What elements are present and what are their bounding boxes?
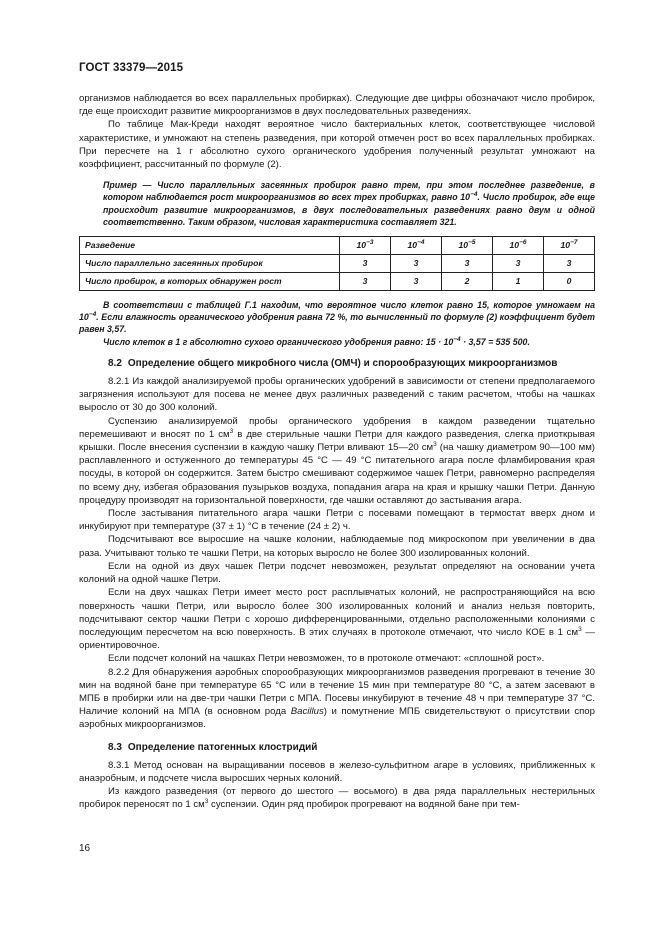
paragraph: организмов наблюдается во всех параллельных пробирках). Следующие две цифры обозначают число пробирок, где еще происходит развитие микроорганизмов в двух последовательных разведениях. <box>79 93 595 118</box>
table-row <box>80 273 595 291</box>
section-number: 8.2 <box>108 357 122 369</box>
exponent: −4 <box>470 191 478 199</box>
paragraph: По таблице Мак-Креди находят вероятное число бактериальных клеток, соответствующее числовой характеристике, и умножают на степень разведения, при которой отмечен рост во всех параллельных пробирках. При пересчете на 1 г абсолютно сухого органического удобрения полученный результат умножают на коэффициент, рассчитанный по формуле (2). <box>79 119 595 171</box>
section-heading <box>108 357 595 370</box>
table-row <box>80 255 595 273</box>
example-note: Число клеток в 1 г абсолютно сухого органического удобрения равно: $15 \cdot 10^{-4} \cdot 3,57 = 535$ 500. <box>103 335 530 347</box>
table-cell: 2 <box>442 273 493 291</box>
example-text: . Число пробирок, где еще происходит развитие микроорганизмов, в двух последовательных разведениях равно двум и одной соответственно. Таким образом, числовая характеристика составляет 321. <box>103 192 595 227</box>
section-heading <box>108 741 595 754</box>
paragraph: Суспензию анализируемой пробы органического удобрения в каждом разведении тщательно перемешивают и вносят по 1 $см^3$ в две стерильные чашки Петри для каждого разведения, слегка приоткрывая крышки. После внесения суспензии в каждую чашку Петри вливают 15—20 $см^3$ (на чашку диаметром 90—100 мм) расплавленного и остуженного до температуры 45 °С — 49 °С питательного агара после фламбирования края посуды, в которой он содержится. Затем быстро смешивают содержимое чашек Петри, равномерно распределяя по всему дну, избегая образования пузырьков воздуха, попадания агара на края и крышку чашки Петри. Данную процедуру производят на горизонтальной поверхности, где чашки оставляют до застывания агара. <box>79 415 596 506</box>
table-cell: 3 <box>340 255 391 273</box>
example-text: Пример — Число параллельных засеянных пробирок равно трем, при этом последнее разведение, в котором наблюдается рост микроорганизмов во всех трех пробирках, равно 10 <box>103 180 595 203</box>
paragraph: 8.3.1 Метод основан на выращивании посевов в железо-сульфитном агаре в условиях, приближенных к анаэробным, и подсчете числа выросших черных колоний. <box>79 759 595 784</box>
table-header-cell: $10^{-4}$ <box>391 237 442 255</box>
table-row-label: Число параллельно засеянных пробирок <box>80 255 340 273</box>
table-cell: 3 <box>493 255 544 273</box>
section-title: Определение патогенных клостридий <box>127 741 318 753</box>
table-row-label: Число пробирок, в которых обнаружен рост <box>80 273 340 291</box>
paragraph: Если на двух чашках Петри имеет место рост расплывчатых колоний, не распространяющийся на всю поверхность чашки Петри, или выросло более 300 изолированных колоний и анализ нельзя повторить, подсчитывают сектор чашки Петри с хорошо дифференцированными, отдельно расположенными колониями с последующим пересчетом на всю поверхность. В этих случаях в протоколе отмечают, что число КОЕ в 1 $см^3$ — ориентировочное. <box>79 587 595 652</box>
table-header-cell: $10^{-5}$ <box>442 237 493 255</box>
table-cell: 3 <box>442 255 493 273</box>
table-cell: 0 <box>544 273 595 291</box>
example-note: В соответствии с таблицей Г.1 находим, что вероятное число клеток равно 15, которое умножаем на $10^{-4}$. Если влажность органического удобрения равна 72 %, то вычисленный по формуле (2) коэффициент будет равен 3,57. <box>79 300 595 335</box>
section-title: Определение общего микробного числа (ОМЧ) и спорообразующих микроорганизмов <box>127 357 558 369</box>
table-header-row <box>80 237 595 255</box>
example-note <box>103 179 595 228</box>
table-cell: 3 <box>340 273 391 291</box>
page-number: 16 <box>79 843 91 854</box>
paragraph: 8.2.2 Для обнаружения аэробных спорообразующих микроорганизмов разведения прогревают в течение 30 мин на водяной бане при температуре 65 °С или в течение 15 мин при температуре 80 °С, а затем засевают в МПБ в пробирки или на две-три чашки Петри с МПА. Посевы инкубируют в течение 48 ч при температуре 37 °С. Наличие колоний на МПА (в основном рода Bacillus) и помутнение МПБ свидетельствуют о присутствии спор аэробных микроорганизмов. <box>79 666 595 731</box>
table-header-cell: $10^{-3}$ <box>340 237 391 255</box>
paragraph: 8.2.1 Из каждой анализируемой пробы органических удобрений в зависимости от степени предполагаемого загрязнения используют для посева не менее двух различных разведений с таким расчетом, чтобы на чашках выросло от 30 до 300 колоний. <box>79 376 595 414</box>
table-cell: 3 <box>544 255 595 273</box>
paragraph: Если на одной из двух чашек Петри подсчет невозможен, результат определяют на основании учета колоний на одной чашке Петри. <box>79 560 595 586</box>
document-body <box>79 92 595 812</box>
table-cell: 3 <box>391 273 442 291</box>
paragraph: Если подсчет колоний на чашках Петри невозможен, то в протоколе отмечают: «сплошной рост». <box>108 653 545 665</box>
table-header-cell: $10^{-6}$ <box>493 237 544 255</box>
dilution-table <box>79 236 595 291</box>
table-header-cell: $10^{-7}$ <box>544 237 595 255</box>
table-cell: 3 <box>391 255 442 273</box>
section-number: 8.3 <box>108 741 122 753</box>
paragraph: Из каждого разведения (от первого до шестого — восьмого) в два ряда параллельных нестерильных пробирок переносят по 1 $см^3$ суспензии. Один ряд пробирок прогревают на водяной бане при тем- <box>79 786 595 811</box>
document-header: ГОСТ 33379—2015 <box>79 62 184 74</box>
paragraph: После застывания питательного агара чашки Петри с посевами помещают в термостат вверх дном и инкубируют при температуре (37 ± 1) °С в течение (24 ± 2) ч. <box>79 508 595 533</box>
paragraph: Подсчитывают все выросшие на чашке колонии, наблюдаемые под микроскопом при увеличении в два раза. Учитывают только те чашки Петри, на которых выросло не более 300 изолированных колоний. <box>79 534 595 559</box>
table-cell: 1 <box>493 273 544 291</box>
table-header-label: Разведение <box>80 237 340 255</box>
